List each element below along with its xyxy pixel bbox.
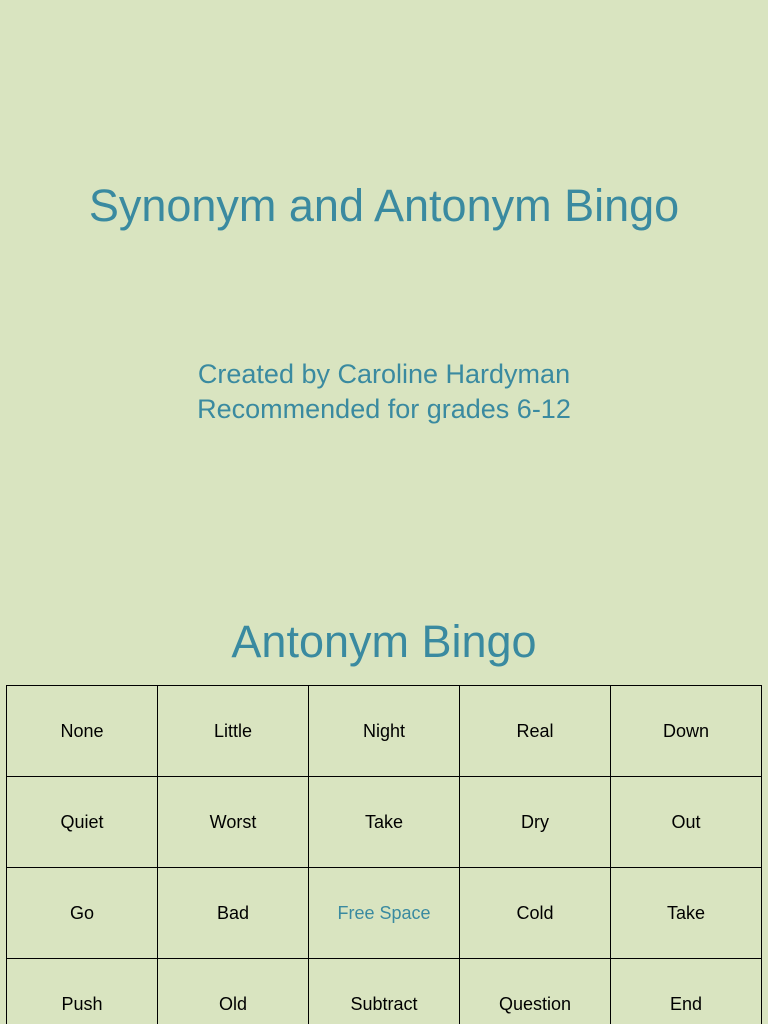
grid-row (7, 868, 762, 959)
grid-cell: End (611, 959, 762, 1024)
grid-cell: Push (7, 959, 158, 1024)
grid-cell: Real (460, 686, 611, 777)
author-line: Created by Caroline Hardyman (197, 359, 571, 389)
grid-cell: Dry (460, 777, 611, 868)
grid-cell: Little (158, 686, 309, 777)
grid-row (7, 777, 762, 868)
section-title: Antonym Bingo (231, 616, 537, 667)
bingo-grid (6, 685, 762, 1024)
grid-cell: Take (611, 868, 762, 959)
grid-cell: Take (309, 777, 460, 868)
grid-cell: Go (7, 868, 158, 959)
grid-cell: Night (309, 686, 460, 777)
grid-cell: Subtract (309, 959, 460, 1024)
grade-line: Recommended for grades 6-12 (197, 394, 571, 424)
grid-row (7, 686, 762, 777)
grid-cell: Old (158, 959, 309, 1024)
grid-cell: Out (611, 777, 762, 868)
grid-cell: Quiet (7, 777, 158, 868)
grid-cell: Cold (460, 868, 611, 959)
grid-cell: Down (611, 686, 762, 777)
page-title: Synonym and Antonym Bingo (88, 180, 680, 231)
free-space-cell: Free Space (309, 868, 460, 959)
grid-cell: Bad (158, 868, 309, 959)
grid-row (7, 959, 762, 1024)
grid-cell: Worst (158, 777, 309, 868)
subtitle-block (0, 357, 768, 427)
grid-cell: Question (460, 959, 611, 1024)
grid-cell: None (7, 686, 158, 777)
